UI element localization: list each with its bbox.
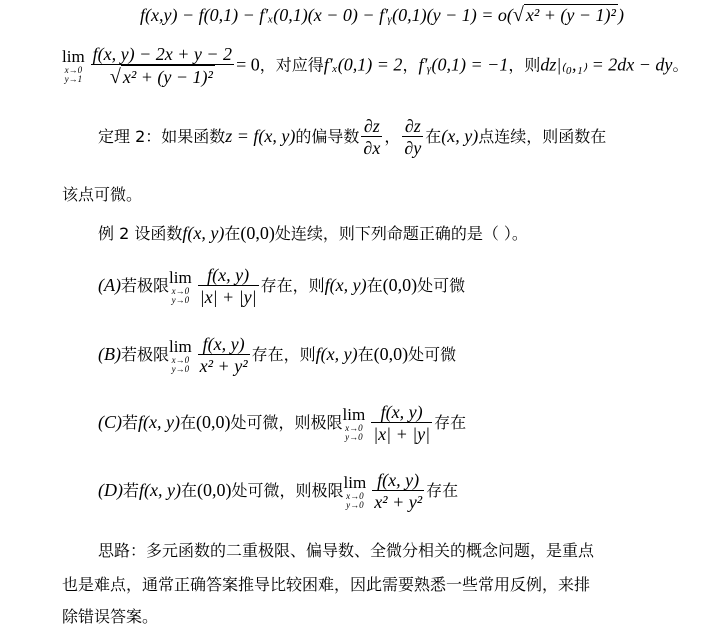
theorem-function: z = f(x, y): [225, 126, 296, 146]
limit-operator: lim x→0 y→0: [169, 267, 192, 305]
example-2: 例 2 设函数f(x, y)在(0,0)处连续，则下列命题正确的是（ ）。: [98, 223, 528, 243]
limit-fraction: $\frac{f(x, y)}{|x| + |y|}$: [199, 265, 257, 307]
option-c: (C)若f(x, y)在(0,0)处可微，则极限 lim x→0 y→0 $\frac{f(x, y)}{|x| + |y|}$ 存在: [98, 402, 467, 444]
approach-line-2: 也是难点，通常正确答案推导比较困难，因此需要熟悉一些常用反例，来排: [62, 575, 591, 594]
example-label: 例 2 设函数: [98, 224, 183, 243]
approach-line-3: 除错误答案。: [62, 607, 159, 626]
option-a: (A)若极限 lim x→0 y→0 $\frac{f(x, y)}{|x| + |y|}$ 存在，则f(x, y)在(0,0)处可微: [98, 265, 466, 307]
limit-fraction: $\frac{f(x, y)}{|x| + |y|}$: [373, 402, 431, 444]
limit-operator: lim x→0 y→0: [342, 404, 366, 442]
theorem-point: (x, y): [441, 126, 479, 146]
sqrt-symbol: √: [512, 4, 524, 26]
equals-zero: = 0: [236, 54, 260, 75]
period: 。: [672, 55, 689, 75]
partial-z-y: $\frac{\partial z}{\partial y}$: [404, 116, 422, 158]
theorem-comma: ，: [384, 127, 401, 146]
limit-fraction: $\frac{f(x, y)}{\text{x² + y²}}$: [199, 334, 248, 376]
approach-line-1: 思路：多元函数的二重极限、偏导数、全微分相关的概念问题，是重点: [98, 541, 595, 560]
fraction-numerator: f(x, y) − 2x + y − 2: [92, 44, 233, 64]
equation-close: ): [617, 5, 624, 25]
theorem-at: 在: [425, 127, 442, 146]
option-d: (D)若f(x, y)在(0,0)处可微，则极限 lim x→0 y→0 $\frac{f(x, y)}{\text{x² + y²}}$ 存在: [98, 470, 459, 512]
option-label: (C): [98, 412, 122, 432]
option-b: (B)若极限 lim x→0 y→0 $\frac{f(x, y)}{\text{x² + y²}}$ 存在，则f(x, y)在(0,0)处可微: [98, 334, 457, 376]
limit-operator: lim x→0 y→1: [62, 47, 85, 84]
theorem-2: [98, 116, 606, 159]
equation-line-2: [62, 44, 688, 88]
limit-fraction: $\frac{f(x, y)}{\text{x² + y²}}$: [374, 470, 423, 512]
limit-fraction: [91, 44, 234, 88]
theorem-mid: 的偏导数: [295, 127, 360, 146]
limit-operator: lim x→0 y→0: [343, 472, 367, 510]
option-label: (D): [98, 480, 123, 500]
option-label: (A): [98, 275, 121, 295]
option-label: (B): [98, 344, 121, 364]
total-differential: dz|₍₀,₁₎ = 2dx − dy: [540, 54, 673, 75]
separator: ，: [402, 55, 419, 75]
equation-line-1: [140, 4, 624, 27]
fraction-denominator: √ x² + (y − 1)²: [109, 66, 213, 88]
example-question: 处连续，则下列命题正确的是（ ）。: [274, 224, 528, 243]
limit-operator: lim x→0 y→0: [169, 336, 192, 374]
equation-lhs: f(x,y) − f(0,1) − f′ₓ(0,1)(x − 0) − f′ᵧ(0,1)(y − 1) = o(: [140, 5, 513, 25]
example-function: f(x, y): [182, 223, 225, 243]
theorem-label: 定理 2：如果函数: [98, 127, 226, 146]
partial-y-value: f′ᵧ(0,1) = −1: [418, 54, 509, 75]
theorem-tail: 点连续，则函数在: [478, 127, 607, 146]
theorem-line-2: 该点可微。: [62, 185, 143, 204]
partial-x-value: f′ₓ(0,1) = 2: [323, 54, 403, 75]
text-then: ，则: [508, 55, 541, 75]
equation-sqrt: x² + (y − 1)²: [525, 5, 616, 25]
partial-z-x: $\frac{\partial z}{\partial x}$: [363, 116, 381, 158]
text-correspond: ，对应得: [259, 55, 324, 75]
example-point: (0,0): [240, 223, 275, 243]
